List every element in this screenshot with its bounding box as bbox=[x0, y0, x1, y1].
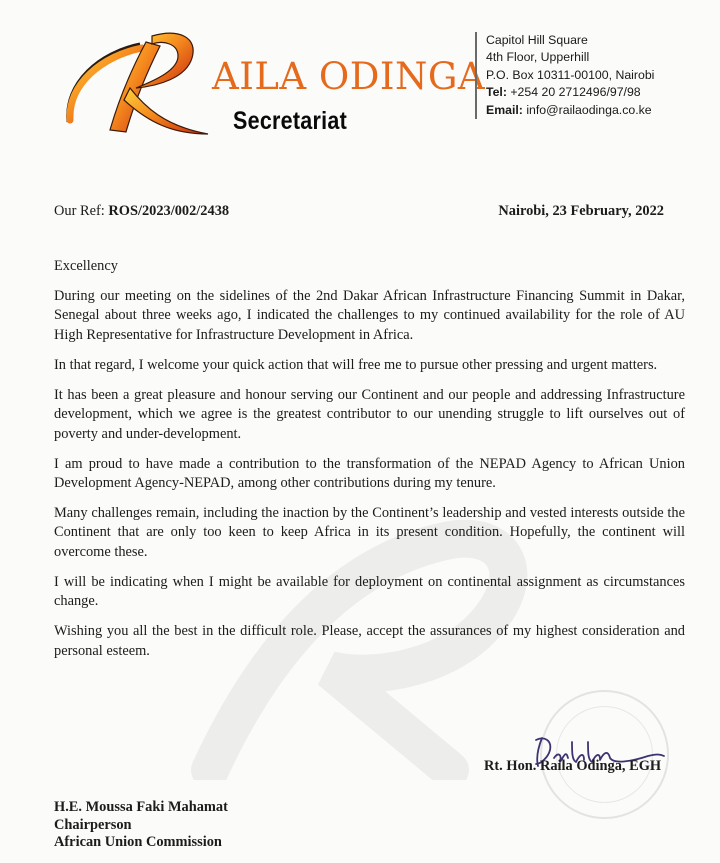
reference-number: ROS/2023/002/2438 bbox=[108, 203, 230, 219]
paragraph: Many challenges remain, including the inaction by the Continent’s leadership and vested interests outside the Continent that are only too keen to keep Africa in its present condition. Hopefully, the continent will overcome these. bbox=[54, 505, 685, 560]
logo-name: AILA ODINGA bbox=[212, 55, 486, 98]
email bbox=[486, 102, 654, 119]
paragraph: It has been a great pleasure and honour serving our Continent and our people and addressing Infrastructure development, which we agree is the greatest contributor to our unending struggle to lift ourselves out of poverty and under-development. bbox=[54, 386, 685, 442]
salutation: Excellency bbox=[54, 258, 118, 274]
signature-icon bbox=[480, 728, 680, 784]
paragraph: I am proud to have made a contribution to the transformation of the NEPAD Agency to African Union Development Agency-NEPAD, among other contributions during my tenure. bbox=[54, 455, 685, 492]
contact-block bbox=[475, 32, 654, 119]
recipient-organization: African Union Commission bbox=[54, 834, 222, 851]
recipient-name: H.E. Moussa Faki Mahamat bbox=[54, 799, 228, 815]
place-date: Nairobi, 23 February, 2022 bbox=[498, 203, 664, 219]
signatory-name: Rt. Hon. Raila Odinga, EGH bbox=[484, 758, 662, 774]
paragraph: During our meeting on the sidelines of the 2nd Dakar African Infrastructure Financing Summit in Dakar, Senegal about three weeks ago, I indicated the challenges to my continued availability for the role of AU High Representative for Infrastructure Development in Africa. bbox=[54, 288, 685, 343]
letter-body bbox=[54, 287, 685, 672]
logo-r-icon bbox=[60, 22, 210, 142]
telephone bbox=[486, 84, 654, 101]
paragraph: I will be indicating when I might be available for deployment on continental assignment as circumstances change. bbox=[54, 573, 685, 610]
recipient-title: Chairperson bbox=[54, 816, 132, 833]
tel-label: Tel: bbox=[486, 85, 507, 100]
paragraph: Wishing you all the best in the difficult role. Please, accept the assurances of my highest consideration and personal esteem. bbox=[54, 623, 685, 659]
paragraph: In that regard, I welcome your quick action that will free me to pursue other pressing and urgent matters. bbox=[54, 356, 658, 373]
tel-value: +254 20 2712496/97/98 bbox=[506, 85, 641, 100]
letterhead-logo bbox=[60, 22, 486, 142]
logo-subtitle: Secretariat bbox=[233, 107, 348, 135]
recipient-block bbox=[54, 799, 228, 852]
address-line-2: 4th Floor, Upperhill bbox=[486, 50, 590, 65]
reference bbox=[54, 203, 229, 220]
address-line-1: Capitol Hill Square bbox=[486, 33, 588, 47]
reference-label: Our Ref: bbox=[54, 203, 109, 219]
email-value: info@railaodinga.co.ke bbox=[522, 102, 652, 117]
email-label: Email: bbox=[486, 102, 523, 117]
reference-line bbox=[54, 203, 664, 220]
address-line-3: P.O. Box 10311-00100, Nairobi bbox=[486, 67, 655, 82]
